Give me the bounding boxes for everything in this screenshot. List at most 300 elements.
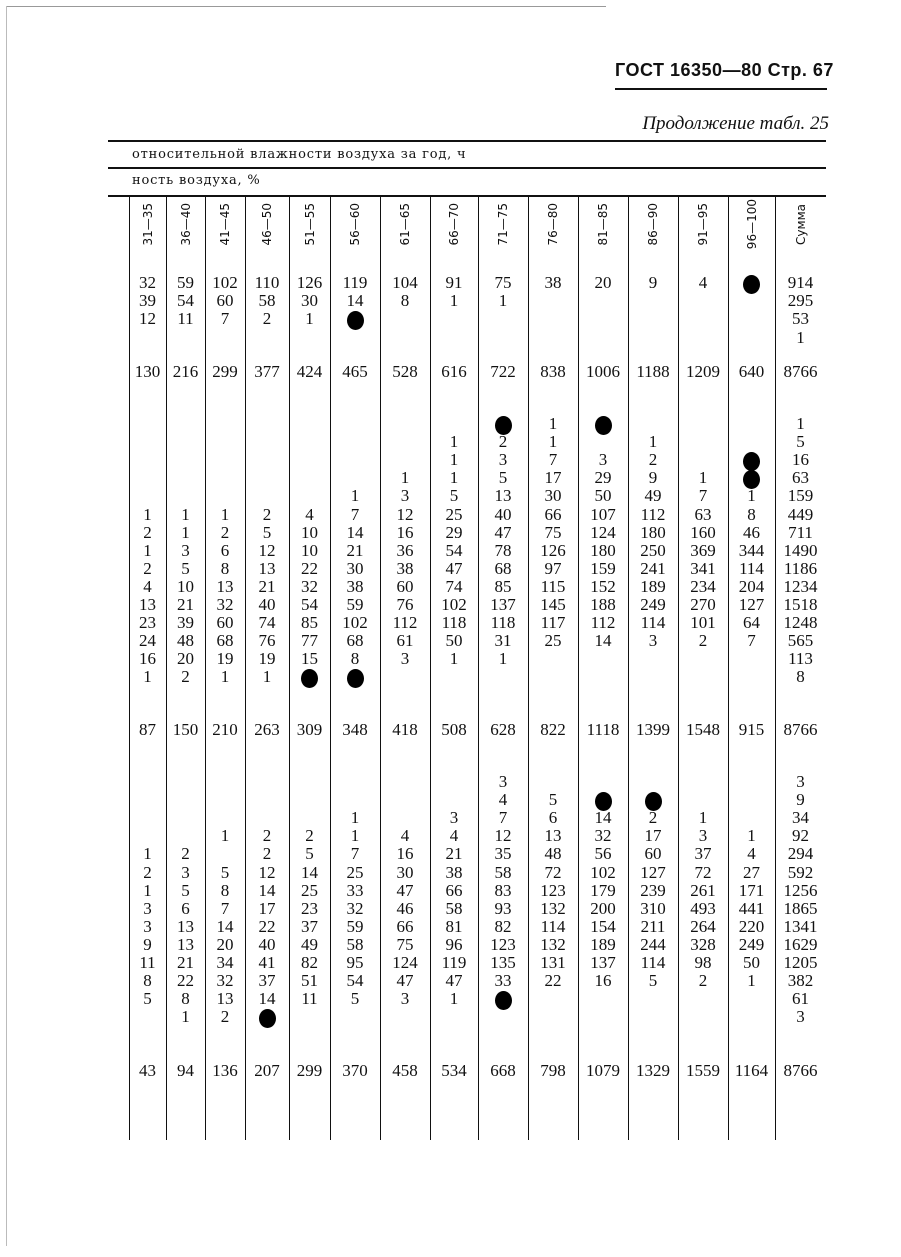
table-cell: 1 <box>648 432 658 452</box>
table-cell: 3 <box>400 989 410 1009</box>
table-cell: 9 <box>143 934 152 954</box>
table-cell: 1 <box>498 649 508 669</box>
table-cell: 8 <box>350 649 360 669</box>
table-cell: 98 <box>694 953 712 972</box>
table-cell: 4 <box>400 826 410 846</box>
table-cell: 3 <box>698 826 708 846</box>
table-cell: 12 <box>396 504 414 524</box>
table-cell: 41 <box>258 953 276 972</box>
table-cell: 1 <box>548 414 558 433</box>
table-cell: 7 <box>548 450 558 470</box>
table-cell: 9 <box>648 468 658 488</box>
table-cell: 249 <box>738 934 765 954</box>
table-cell: 20 <box>177 649 194 669</box>
table-cell: 30 <box>396 862 414 882</box>
table-cell: 3 <box>143 898 152 918</box>
table-cell: 180 <box>590 540 616 560</box>
table-cell: 1 <box>220 826 230 846</box>
table-cell: 77 <box>301 631 318 651</box>
table-cell: 37 <box>694 844 712 864</box>
table-total-cell: 1209 <box>686 362 720 381</box>
table-cell: 46 <box>396 898 414 918</box>
table-cell <box>478 990 528 1008</box>
table-cell: 114 <box>540 916 566 936</box>
table-cell: 188 <box>590 595 616 614</box>
table-cell: 19 <box>258 649 276 669</box>
table-total-cell: 207 <box>254 1061 280 1080</box>
column-header-label: 36—40 <box>178 202 193 246</box>
table-cell: 23 <box>301 898 318 918</box>
table-cell: 1256 <box>783 880 818 900</box>
table-cell: 32 <box>301 576 318 596</box>
table-cell: 59 <box>177 273 194 292</box>
table-total-cell: 377 <box>254 362 280 381</box>
table-cell: 54 <box>301 595 318 614</box>
table-cell: 1 <box>449 450 459 470</box>
table-cell: 1 <box>747 971 756 991</box>
table-cell: 1 <box>181 504 190 524</box>
table-cell: 5 <box>449 486 459 506</box>
table-cell: 117 <box>540 613 566 633</box>
table-cell <box>728 469 775 487</box>
table-cell: 56 <box>594 844 612 864</box>
table-cell: 369 <box>690 540 716 560</box>
table-cell: 68 <box>216 631 234 651</box>
table-cell: 7 <box>350 844 360 864</box>
table-cell: 32 <box>216 971 234 991</box>
table-total-cell: 424 <box>296 362 323 381</box>
table-cell: 2 <box>181 844 190 864</box>
table-cell: 31 <box>494 631 512 651</box>
table-cell: 20 <box>216 934 234 954</box>
table-cell: 145 <box>540 595 566 614</box>
table-cell: 2 <box>648 808 658 828</box>
table-cell: 102 <box>212 273 238 292</box>
table-cell: 124 <box>590 522 616 542</box>
table-cell: 14 <box>346 522 364 542</box>
table-cell: 25 <box>544 631 562 651</box>
table-cell: 13 <box>216 576 234 596</box>
table-cell <box>578 415 628 433</box>
table-cell: 7 <box>350 504 360 524</box>
table-total-cell: 628 <box>490 720 516 739</box>
table-cell <box>330 668 380 686</box>
table-cell: 49 <box>301 934 318 954</box>
table-cell: 2 <box>698 971 708 991</box>
table-cell: 211 <box>640 916 666 936</box>
table-cell: 51 <box>301 971 318 991</box>
table-cell: 3 <box>143 916 152 936</box>
table-cell: 72 <box>694 862 712 882</box>
table-cell: 30 <box>544 486 562 506</box>
table-cell: 244 <box>640 934 666 954</box>
table-total-cell: 508 <box>441 720 467 739</box>
table-total-cell: 1079 <box>586 1061 620 1080</box>
table-cell: 74 <box>445 576 463 596</box>
table-cell: 11 <box>177 309 194 329</box>
column-header-label: 66—70 <box>447 202 461 246</box>
table-cell: 40 <box>494 504 512 524</box>
table-cell: 76 <box>396 595 414 614</box>
table-cell: 5 <box>181 558 190 578</box>
table-cell: 127 <box>738 595 765 614</box>
table-cell <box>628 791 678 809</box>
table-cell: 1629 <box>783 934 818 954</box>
table-cell: 113 <box>788 649 813 669</box>
table-cell: 14 <box>594 631 612 651</box>
table-cell: 47 <box>396 880 414 900</box>
table-cell: 2 <box>648 450 658 470</box>
column-header-label: 81—85 <box>596 202 610 246</box>
table-cell: 54 <box>346 971 364 991</box>
table-cell: 1 <box>449 989 459 1009</box>
table-total-cell: 8766 <box>783 1061 818 1080</box>
table-total-cell: 8766 <box>783 362 818 381</box>
table-cell: 5 <box>796 432 805 452</box>
column-header <box>380 198 430 250</box>
column-divider <box>678 195 679 1140</box>
table-cell: 1 <box>498 291 508 311</box>
table-cell: 180 <box>640 522 666 542</box>
table-cell: 32 <box>346 898 364 918</box>
table-cell: 1 <box>143 844 152 864</box>
table-total-cell: 822 <box>540 720 566 739</box>
table-cell: 328 <box>690 934 716 954</box>
table-cell: 68 <box>494 558 512 578</box>
column-header <box>678 198 728 250</box>
table-cell: 72 <box>544 862 562 882</box>
column-header <box>430 198 478 250</box>
column-header-label: 31—35 <box>140 202 155 246</box>
table-total-cell: 1118 <box>586 720 620 739</box>
table-cell: 1 <box>548 432 558 452</box>
table-cell: 12 <box>258 540 276 560</box>
table-cell: 76 <box>258 631 276 651</box>
table-cell: 5 <box>181 880 190 900</box>
table-cell: 204 <box>738 576 765 596</box>
column-header-label: 46—50 <box>260 202 274 246</box>
table-cell: 63 <box>694 504 712 524</box>
table-cell: 60 <box>216 291 234 311</box>
column-header <box>289 198 330 250</box>
table-cell: 118 <box>441 613 467 633</box>
table-header-row-1: относительной влажности воздуха за год, ч <box>132 147 467 162</box>
table-total-cell: 370 <box>342 1061 368 1080</box>
table-cell: 3 <box>400 486 410 506</box>
table-cell: 58 <box>346 934 364 954</box>
table-cell: 1 <box>143 667 152 687</box>
table-cell: 39 <box>177 613 194 633</box>
table-total-cell: 616 <box>441 362 467 381</box>
table-cell: 137 <box>490 595 516 614</box>
table-cell: 33 <box>346 880 364 900</box>
table-cell: 114 <box>640 953 666 972</box>
table-cell: 92 <box>792 826 809 846</box>
table-cell: 241 <box>640 558 666 578</box>
table-cell: 127 <box>640 862 666 882</box>
table-cell: 82 <box>494 916 512 936</box>
table-total-cell: 534 <box>441 1061 467 1080</box>
table-cell: 3 <box>796 772 805 791</box>
table-cell: 75 <box>544 522 562 542</box>
table-cell: 47 <box>494 522 512 542</box>
table-total-cell: 1164 <box>734 1061 769 1080</box>
table-total-cell: 309 <box>296 720 323 739</box>
zero-dot-icon <box>347 311 364 330</box>
table-cell: 3 <box>181 540 190 560</box>
table-cell: 60 <box>644 844 662 864</box>
column-header <box>330 198 380 250</box>
column-header-label: Сумма <box>793 203 808 245</box>
table-cell: 1 <box>181 1007 190 1027</box>
table-total-cell: 348 <box>342 720 368 739</box>
table-cell: 14 <box>258 880 276 900</box>
table-continuation-title: Продолжение табл. 25 <box>642 113 829 134</box>
table-cell: 152 <box>590 576 616 596</box>
table-cell: 8 <box>143 971 152 991</box>
table-cell: 7 <box>498 808 508 828</box>
table-cell: 5 <box>648 971 658 991</box>
table-cell: 58 <box>258 291 276 311</box>
column-header <box>129 198 166 250</box>
table-cell: 91 <box>445 273 463 292</box>
table-cell: 66 <box>445 880 463 900</box>
table-cell: 3 <box>498 772 508 791</box>
table-cell: 1205 <box>783 953 818 972</box>
table-cell: 40 <box>258 934 276 954</box>
table-cell: 239 <box>640 880 666 900</box>
table-cell: 1 <box>143 880 152 900</box>
table-cell: 5 <box>350 989 360 1009</box>
table-cell: 6 <box>220 540 230 560</box>
table-cell: 1 <box>698 468 708 488</box>
table-total-cell: 1559 <box>686 1061 720 1080</box>
table-cell: 1 <box>262 667 272 687</box>
table-cell: 1 <box>143 504 152 524</box>
table-cell: 8 <box>747 504 756 524</box>
table-cell: 1865 <box>783 898 818 918</box>
table-cell: 39 <box>139 291 156 311</box>
page-frame-top <box>6 6 606 7</box>
table-cell: 295 <box>787 291 814 311</box>
table-total-cell: 1399 <box>636 720 670 739</box>
table-cell: 261 <box>690 880 716 900</box>
table-header-row-2: ность воздуха, % <box>132 173 261 188</box>
table-cell: 112 <box>590 613 616 633</box>
table-cell: 21 <box>258 576 276 596</box>
table-cell: 49 <box>644 486 662 506</box>
table-cell: 32 <box>139 273 156 292</box>
table-cell: 22 <box>177 971 194 991</box>
table-cell: 7 <box>220 898 230 918</box>
table-cell: 14 <box>346 291 364 311</box>
column-header <box>728 198 775 250</box>
table-cell: 53 <box>792 309 809 329</box>
table-cell: 25 <box>346 862 364 882</box>
page-frame-left <box>6 6 7 1246</box>
column-divider <box>728 195 729 1140</box>
table-total-cell: 722 <box>490 362 516 381</box>
table-cell <box>578 791 628 809</box>
table-cell: 59 <box>346 916 364 936</box>
table-cell: 154 <box>590 916 616 936</box>
page-header-gost: ГОСТ 16350—80 Стр. 67 <box>615 60 834 80</box>
table-cell: 711 <box>788 522 813 542</box>
table-cell: 1 <box>449 649 459 669</box>
table-cell: 2 <box>220 522 230 542</box>
table-total-cell: 210 <box>212 720 238 739</box>
table-cell: 1 <box>350 826 360 846</box>
table-cell: 101 <box>690 613 716 633</box>
table-cell: 1 <box>698 808 708 828</box>
table-cell: 2 <box>305 826 314 846</box>
table-cell: 234 <box>690 576 716 596</box>
table-cell: 2 <box>262 844 272 864</box>
table-cell: 68 <box>346 631 364 651</box>
table-cell: 126 <box>540 540 566 560</box>
table-cell: 1 <box>449 291 459 311</box>
table-cell: 3 <box>400 649 410 669</box>
table-cell: 4 <box>498 790 508 810</box>
table-cell: 85 <box>494 576 512 596</box>
table-cell: 3 <box>181 862 190 882</box>
table-cell: 58 <box>445 898 463 918</box>
table-cell: 33 <box>494 971 512 991</box>
table-cell: 2 <box>698 631 708 651</box>
table-cell: 5 <box>548 790 558 810</box>
table-total-cell: 1329 <box>636 1061 670 1080</box>
table-cell: 14 <box>594 808 612 828</box>
table-cell: 5 <box>305 844 314 864</box>
column-header-label: 41—45 <box>218 202 232 246</box>
table-cell: 171 <box>738 880 765 900</box>
table-total-cell: 1006 <box>586 362 620 381</box>
table-cell: 115 <box>540 576 566 596</box>
table-cell: 24 <box>139 631 156 651</box>
table-cell: 119 <box>441 953 467 972</box>
table-cell: 7 <box>747 631 756 651</box>
table-cell: 10 <box>177 576 194 596</box>
table-cell: 47 <box>445 971 463 991</box>
table-cell: 21 <box>445 844 463 864</box>
table-cell: 30 <box>346 558 364 578</box>
column-header-label: 51—55 <box>302 202 317 246</box>
table-cell <box>330 310 380 328</box>
table-cell: 250 <box>640 540 666 560</box>
table-cell: 50 <box>743 953 760 972</box>
zero-dot-icon <box>259 1009 276 1028</box>
table-cell: 344 <box>738 540 765 560</box>
table-cell: 75 <box>396 934 414 954</box>
table-cell: 1 <box>747 486 756 506</box>
table-cell: 7 <box>698 486 708 506</box>
table-cell: 12 <box>139 309 156 329</box>
table-cell: 2 <box>143 522 152 542</box>
table-cell <box>728 274 775 292</box>
zero-dot-icon <box>301 669 318 688</box>
column-header <box>775 198 826 250</box>
table-cell: 36 <box>396 540 414 560</box>
table-cell: 83 <box>494 880 512 900</box>
table-cell: 131 <box>540 953 566 972</box>
column-divider <box>628 195 629 1140</box>
table-cell: 160 <box>690 522 716 542</box>
table-cell: 1518 <box>783 595 818 614</box>
table-cell: 4 <box>747 844 756 864</box>
table-cell: 310 <box>640 898 666 918</box>
table-cell: 29 <box>445 522 463 542</box>
table-cell: 13 <box>258 558 276 578</box>
table-cell: 4 <box>698 273 708 292</box>
table-rule <box>108 195 826 197</box>
table-cell: 3 <box>449 808 459 828</box>
table-cell: 10 <box>301 522 318 542</box>
table-cell: 9 <box>796 790 805 810</box>
table-cell: 6 <box>181 898 190 918</box>
table-cell: 8 <box>400 291 410 311</box>
table-cell: 264 <box>690 916 716 936</box>
table-cell <box>728 451 775 469</box>
table-cell: 19 <box>216 649 234 669</box>
table-cell: 5 <box>143 989 152 1009</box>
table-cell: 8 <box>220 880 230 900</box>
table-cell: 23 <box>139 613 156 633</box>
table-cell: 4 <box>305 504 314 524</box>
table-cell: 93 <box>494 898 512 918</box>
table-total-cell: 136 <box>212 1061 238 1080</box>
table-cell: 58 <box>494 862 512 882</box>
table-cell: 78 <box>494 540 512 560</box>
table-cell: 95 <box>346 953 364 972</box>
table-total-cell: 87 <box>139 720 156 739</box>
table-cell: 82 <box>301 953 318 972</box>
table-cell: 21 <box>346 540 364 560</box>
table-cell: 40 <box>258 595 276 614</box>
table-cell: 249 <box>640 595 666 614</box>
table-cell: 5 <box>262 522 272 542</box>
column-header-label: 91—95 <box>696 202 710 246</box>
table-cell: 25 <box>445 504 463 524</box>
table-cell: 13 <box>177 916 194 936</box>
column-header-label: 71—75 <box>496 202 510 246</box>
table-cell: 341 <box>690 558 716 578</box>
table-cell: 119 <box>342 273 368 292</box>
table-cell: 102 <box>441 595 467 614</box>
table-cell: 21 <box>177 595 194 614</box>
table-cell: 107 <box>590 504 616 524</box>
table-cell: 12 <box>494 826 512 846</box>
column-header <box>166 198 205 250</box>
table-cell: 13 <box>139 595 156 614</box>
table-cell: 5 <box>498 468 508 488</box>
table-cell: 13 <box>216 989 234 1009</box>
table-cell: 102 <box>590 862 616 882</box>
column-header-label: 86—90 <box>646 202 660 246</box>
table-cell: 1186 <box>783 558 818 578</box>
table-total-cell: 528 <box>392 362 418 381</box>
table-cell: 61 <box>792 989 809 1009</box>
table-cell: 592 <box>787 862 814 882</box>
table-cell: 16 <box>396 844 414 864</box>
table-cell <box>478 415 528 433</box>
table-cell: 1 <box>220 504 230 524</box>
table-cell: 449 <box>787 504 814 524</box>
table-cell: 2 <box>143 862 152 882</box>
table-cell: 3 <box>648 631 658 651</box>
table-cell: 1 <box>449 468 459 488</box>
table-cell: 22 <box>258 916 276 936</box>
table-cell: 12 <box>258 862 276 882</box>
